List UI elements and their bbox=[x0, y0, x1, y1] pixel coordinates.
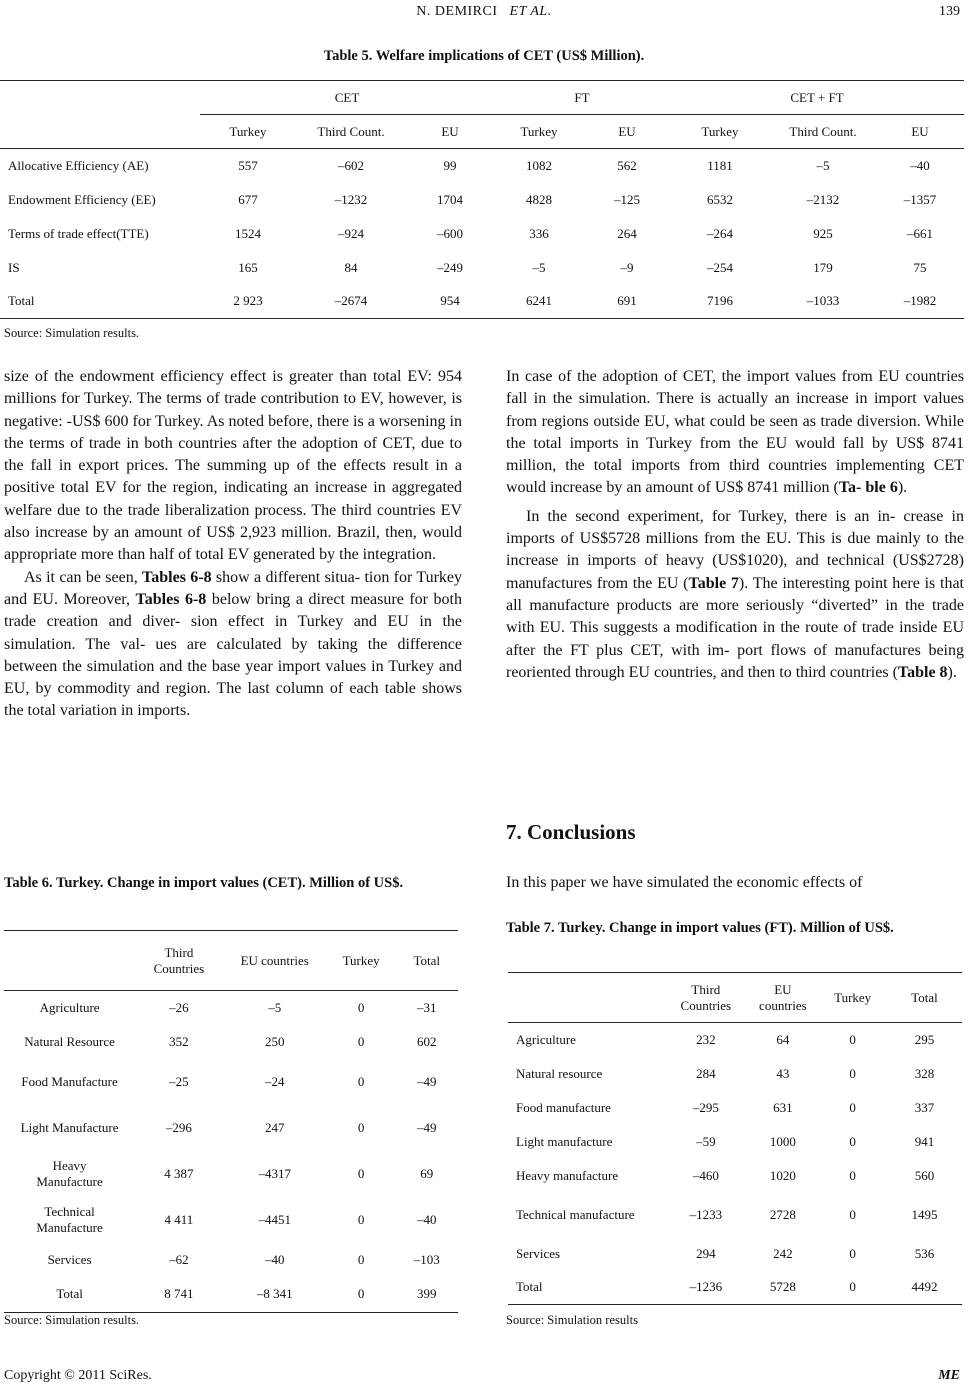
table-cell: –49 bbox=[416, 1119, 437, 1135]
table-cell: –1357 bbox=[903, 191, 937, 207]
table-cell: 328 bbox=[914, 1065, 935, 1081]
table-cell: 0 bbox=[849, 1245, 856, 1261]
table-row bbox=[508, 1193, 962, 1237]
row-label: Heavy manufacture bbox=[516, 1167, 619, 1183]
page-header bbox=[0, 4, 968, 24]
table5-col-header: Turkey bbox=[494, 115, 584, 149]
row-label: Endowment Efficiency (EE) bbox=[8, 191, 156, 207]
table-cell: 352 bbox=[169, 1033, 189, 1049]
table-cell: 0 bbox=[357, 1251, 365, 1267]
paragraph bbox=[506, 366, 964, 500]
text-run: In case of the adoption of CET, the import values from EU countries fall in the simulation. There is actually an increase in import values from regions outside EU, what could be seen as trade diversion. While the total imports in Turkey from the EU would fall by US$ 8741 million, the total imports from third countries implementing CET would increase by an amount of US$ 8741 million ( bbox=[506, 368, 964, 497]
table5-group-cetft: CET + FT bbox=[670, 81, 964, 115]
table-row bbox=[0, 285, 964, 319]
table-cell: –2132 bbox=[806, 191, 840, 207]
text-run: As it can be seen, bbox=[24, 568, 143, 586]
table5-col-header: EU bbox=[876, 115, 964, 149]
table-row bbox=[508, 1159, 962, 1193]
table-row bbox=[508, 1125, 962, 1159]
table-cell: 0 bbox=[849, 1133, 856, 1149]
table-row bbox=[0, 183, 964, 217]
table-row bbox=[0, 217, 964, 251]
table-cell: 0 bbox=[357, 1119, 365, 1135]
row-label: Natural Resource bbox=[24, 1033, 115, 1049]
table-cell: 284 bbox=[696, 1065, 716, 1081]
table6-header-row bbox=[4, 931, 458, 991]
table-cell: –249 bbox=[437, 259, 463, 275]
table5-col-header: Third Count. bbox=[770, 115, 876, 149]
table-cell: –2674 bbox=[296, 285, 406, 319]
table-cell: 4828 bbox=[526, 191, 552, 207]
table5-source: Source: Simulation results. bbox=[4, 326, 140, 340]
table-cell: 43 bbox=[776, 1065, 790, 1081]
table-cell: –62 bbox=[169, 1251, 189, 1267]
table-cell: 84 bbox=[344, 259, 358, 275]
table-cell: 1495 bbox=[911, 1206, 938, 1222]
table7 bbox=[508, 972, 962, 1305]
table6-col-header: Third Countries bbox=[135, 931, 222, 991]
table-cell: 295 bbox=[914, 1031, 935, 1047]
conclusion-text: In this paper we have simulated the economic effects of bbox=[506, 874, 863, 891]
row-label: Total bbox=[508, 1271, 664, 1305]
table-cell: –600 bbox=[437, 225, 463, 241]
table7-header-row bbox=[508, 973, 962, 1023]
row-label: Food Manufacture bbox=[21, 1073, 118, 1089]
table7-caption: Table 7. Turkey. Change in import values (FT). Million of US$. bbox=[506, 920, 894, 936]
table-cell: –264 bbox=[707, 225, 733, 241]
table-cell: 2 923 bbox=[200, 285, 296, 319]
table-cell: 631 bbox=[773, 1099, 793, 1115]
table-row bbox=[508, 1057, 962, 1091]
table-ref: Table 8 bbox=[897, 663, 948, 681]
row-label: Agriculture bbox=[516, 1031, 576, 1047]
table-cell: –31 bbox=[416, 999, 437, 1015]
copyright-notice: Copyright © 2011 SciRes. bbox=[4, 1368, 152, 1383]
table7-source: Source: Simulation results bbox=[506, 1313, 638, 1327]
table-cell: 0 bbox=[849, 1031, 856, 1047]
table-cell: 941 bbox=[914, 1133, 935, 1149]
table7-col-header: Total bbox=[887, 973, 962, 1023]
table-cell: 0 bbox=[357, 999, 365, 1015]
table7-col-header: Third Countries bbox=[664, 973, 747, 1023]
table-cell: –661 bbox=[907, 225, 933, 241]
table6-caption: Table 6. Turkey. Change in import values (CET). Million of US$. bbox=[4, 875, 404, 891]
table-ref: Table 7 bbox=[688, 574, 739, 592]
table-cell: –924 bbox=[338, 225, 364, 241]
right-column-text bbox=[506, 366, 964, 684]
table-cell: 69 bbox=[420, 1165, 434, 1181]
table-row bbox=[4, 1151, 458, 1197]
table-cell: 4 387 bbox=[164, 1165, 194, 1181]
table-row bbox=[508, 1237, 962, 1271]
table-cell: 1524 bbox=[235, 225, 261, 241]
table-ref: Tables 6-8 bbox=[135, 590, 207, 608]
table-cell: 75 bbox=[913, 259, 927, 275]
table-cell: 1181 bbox=[707, 157, 733, 173]
table5-col-header: Third Count. bbox=[296, 115, 406, 149]
row-label: Natural resource bbox=[516, 1065, 603, 1081]
running-head-etal: ET AL. bbox=[509, 4, 552, 19]
table-cell: –40 bbox=[264, 1251, 285, 1267]
row-label: IS bbox=[8, 259, 20, 275]
table-cell: 0 bbox=[327, 1277, 396, 1313]
table-cell: 337 bbox=[914, 1099, 935, 1115]
table-cell: 64 bbox=[776, 1031, 790, 1047]
running-head bbox=[0, 4, 968, 20]
left-column-text bbox=[4, 366, 462, 723]
table-cell: –4451 bbox=[258, 1211, 291, 1227]
row-label: Heavy Manufacture bbox=[36, 1157, 103, 1189]
row-label: Agriculture bbox=[39, 999, 100, 1015]
table-cell: –5 bbox=[816, 157, 830, 173]
table7-col-header: Turkey bbox=[818, 973, 887, 1023]
running-head-authors: N. DEMIRCI bbox=[416, 4, 498, 19]
page-number: 139 bbox=[939, 4, 960, 19]
table-cell: 399 bbox=[395, 1277, 458, 1313]
table-cell: –296 bbox=[165, 1119, 192, 1135]
table-row bbox=[0, 149, 964, 183]
table-cell: 7196 bbox=[670, 285, 770, 319]
table-cell: –8 341 bbox=[223, 1277, 327, 1313]
row-label: Food manufacture bbox=[516, 1099, 611, 1115]
table-row bbox=[4, 1105, 458, 1151]
table5-header-row bbox=[0, 115, 964, 149]
text-run: ). The interesting point here is that all manufacture products are more seriously “diverted” in the trade with EU. This suggests a modification in the route of trade inside EU after the FT plus CET, with im- port flows of manufactures being reoriented through EU countries, and then to third countries ( bbox=[506, 574, 964, 681]
table-cell: 677 bbox=[238, 191, 258, 207]
table5-col-header: EU bbox=[584, 115, 670, 149]
row-label: Technical manufacture bbox=[516, 1206, 635, 1222]
table6-col-header: Turkey bbox=[327, 931, 396, 991]
table-ref: Tables 6-8 bbox=[142, 568, 212, 586]
table-row bbox=[4, 1197, 458, 1243]
paragraph: size of the endowment efficiency effect is greater than total EV: 954 millions for Turkey. The terms of trade contribution to EV, however, is negative: -US$ 600 for Turkey. As noted before, there is a worsening in the terms of trade in both countries after the adoption of CET, due to the fall in export prices. The summing up of the effects result in a positive total EV for the region, indicating an increase in aggregated welfare due to the trade liberalization process. The third countries EV also increase by an amount of US$ 2,923 million. Brazil, then, would appropriate more than half of total EV generated by the integration. bbox=[4, 368, 462, 564]
table-row bbox=[508, 1271, 962, 1305]
table-cell: –460 bbox=[692, 1167, 719, 1183]
table-cell: 8 741 bbox=[135, 1277, 222, 1313]
table-cell: –602 bbox=[338, 157, 364, 173]
table5-caption: Table 5. Welfare implications of CET (US$ Million). bbox=[323, 48, 645, 64]
table7-col-header: EU countries bbox=[747, 973, 818, 1023]
row-label: Services bbox=[47, 1251, 92, 1267]
table-cell: 0 bbox=[357, 1165, 365, 1181]
table-cell: 179 bbox=[813, 259, 833, 275]
table-cell: –4317 bbox=[258, 1165, 291, 1181]
table-cell: 0 bbox=[849, 1167, 856, 1183]
table-cell: 557 bbox=[238, 157, 258, 173]
table-ref: Ta- ble 6 bbox=[838, 479, 898, 497]
row-label: Total bbox=[4, 1277, 135, 1313]
table-cell: –49 bbox=[416, 1073, 437, 1089]
table-row bbox=[0, 251, 964, 285]
table-cell: 954 bbox=[406, 285, 494, 319]
text-run: show a different situa- tion for Turkey and EU. Moreover, bbox=[4, 568, 462, 608]
table-cell: 165 bbox=[238, 259, 258, 275]
table-cell: 0 bbox=[818, 1271, 887, 1305]
row-label: Allocative Efficiency (AE) bbox=[8, 157, 149, 173]
table-cell: 336 bbox=[529, 225, 549, 241]
table-cell: 0 bbox=[357, 1033, 365, 1049]
table-cell: 250 bbox=[264, 1033, 285, 1049]
table-cell: 0 bbox=[849, 1206, 856, 1222]
table-cell: –5 bbox=[532, 259, 546, 275]
table-cell: 247 bbox=[264, 1119, 285, 1135]
table-cell: –9 bbox=[620, 259, 634, 275]
table5-col-header: Turkey bbox=[200, 115, 296, 149]
paragraph bbox=[4, 567, 462, 723]
table-cell: –40 bbox=[416, 1211, 437, 1227]
table5-group-cet: CET bbox=[200, 81, 494, 115]
table-cell: –59 bbox=[696, 1133, 716, 1149]
table-cell: 0 bbox=[849, 1099, 856, 1115]
section-heading: 7. Conclusions bbox=[506, 820, 636, 844]
table-row bbox=[508, 1023, 962, 1057]
text-run: ). bbox=[897, 479, 908, 497]
table6-source: Source: Simulation results. bbox=[4, 1313, 140, 1327]
row-label: Total bbox=[0, 285, 200, 319]
text-run: In the second experiment, for Turkey, there is an in- crease in imports of US$5728 millions from the EU. This is due mainly to the increase in imports of heavy (US$1020), and technical (US$2728) manufactures from the EU ( bbox=[506, 507, 964, 592]
row-label: Light Manufacture bbox=[20, 1119, 119, 1135]
table-row bbox=[4, 1025, 458, 1059]
table6-col-header: Total bbox=[395, 931, 458, 991]
table-row bbox=[4, 991, 458, 1025]
table-cell: –295 bbox=[692, 1099, 719, 1115]
table-cell: –5 bbox=[268, 999, 282, 1015]
table-cell: 294 bbox=[696, 1245, 716, 1261]
row-label: Services bbox=[516, 1245, 561, 1261]
table-cell: –103 bbox=[413, 1251, 440, 1267]
table-cell: –1236 bbox=[664, 1271, 747, 1305]
table-cell: 0 bbox=[849, 1065, 856, 1081]
table6-col-header: EU countries bbox=[223, 931, 327, 991]
journal-abbrev: ME bbox=[938, 1368, 960, 1383]
table-cell: –25 bbox=[169, 1073, 189, 1089]
table-cell: 691 bbox=[584, 285, 670, 319]
table-cell: –26 bbox=[169, 999, 189, 1015]
table-cell: 1020 bbox=[769, 1167, 796, 1183]
table-cell: 1082 bbox=[526, 157, 552, 173]
table-row bbox=[4, 1243, 458, 1277]
table6 bbox=[4, 930, 458, 1313]
table-cell: 6241 bbox=[494, 285, 584, 319]
table-cell: 5728 bbox=[747, 1271, 818, 1305]
table5-col-header: Turkey bbox=[670, 115, 770, 149]
text-run: below bring a direct measure for both trade creation and diver- sion effect in Turkey and EU in the simulation. The val- ues are calculated by taking the difference between the simulation and the base year import values in Turkey and EU, by commodity and region. The last column of each table shows the total variation in imports. bbox=[4, 590, 463, 720]
table-cell: –1233 bbox=[689, 1206, 723, 1222]
paragraph bbox=[506, 506, 964, 684]
table-row bbox=[4, 1059, 458, 1105]
table5-group-ft: FT bbox=[494, 81, 670, 115]
table-cell: –1033 bbox=[770, 285, 876, 319]
table-cell: 99 bbox=[443, 157, 457, 173]
table-cell: 602 bbox=[416, 1033, 437, 1049]
table-cell: 6532 bbox=[707, 191, 733, 207]
table-cell: –254 bbox=[707, 259, 733, 275]
table-cell: 1000 bbox=[769, 1133, 796, 1149]
table-cell: 242 bbox=[773, 1245, 793, 1261]
table-cell: 0 bbox=[357, 1073, 365, 1089]
table5 bbox=[0, 80, 964, 319]
table-cell: –1982 bbox=[876, 285, 964, 319]
table-cell: 925 bbox=[813, 225, 833, 241]
row-label: Light manufacture bbox=[516, 1133, 613, 1149]
table5-group-row bbox=[0, 81, 964, 115]
table-cell: 0 bbox=[357, 1211, 365, 1227]
table-cell: –40 bbox=[910, 157, 930, 173]
row-label: Technical Manufacture bbox=[36, 1203, 103, 1235]
table-cell: 232 bbox=[696, 1031, 716, 1047]
table-cell: 1704 bbox=[437, 191, 463, 207]
table-cell: 560 bbox=[914, 1167, 935, 1183]
text-run: ). bbox=[947, 663, 957, 681]
table-cell: –24 bbox=[264, 1073, 285, 1089]
table-cell: 4492 bbox=[887, 1271, 962, 1305]
table-cell: –1232 bbox=[334, 191, 368, 207]
table-cell: 4 411 bbox=[164, 1211, 194, 1227]
table-cell: 562 bbox=[617, 157, 637, 173]
table-row bbox=[4, 1277, 458, 1313]
table-cell: 264 bbox=[617, 225, 637, 241]
row-label: Terms of trade effect(TTE) bbox=[8, 225, 149, 241]
table-cell: 2728 bbox=[769, 1206, 796, 1222]
table-cell: –125 bbox=[614, 191, 640, 207]
table-row bbox=[508, 1091, 962, 1125]
table5-col-header: EU bbox=[406, 115, 494, 149]
table-cell: 536 bbox=[914, 1245, 935, 1261]
